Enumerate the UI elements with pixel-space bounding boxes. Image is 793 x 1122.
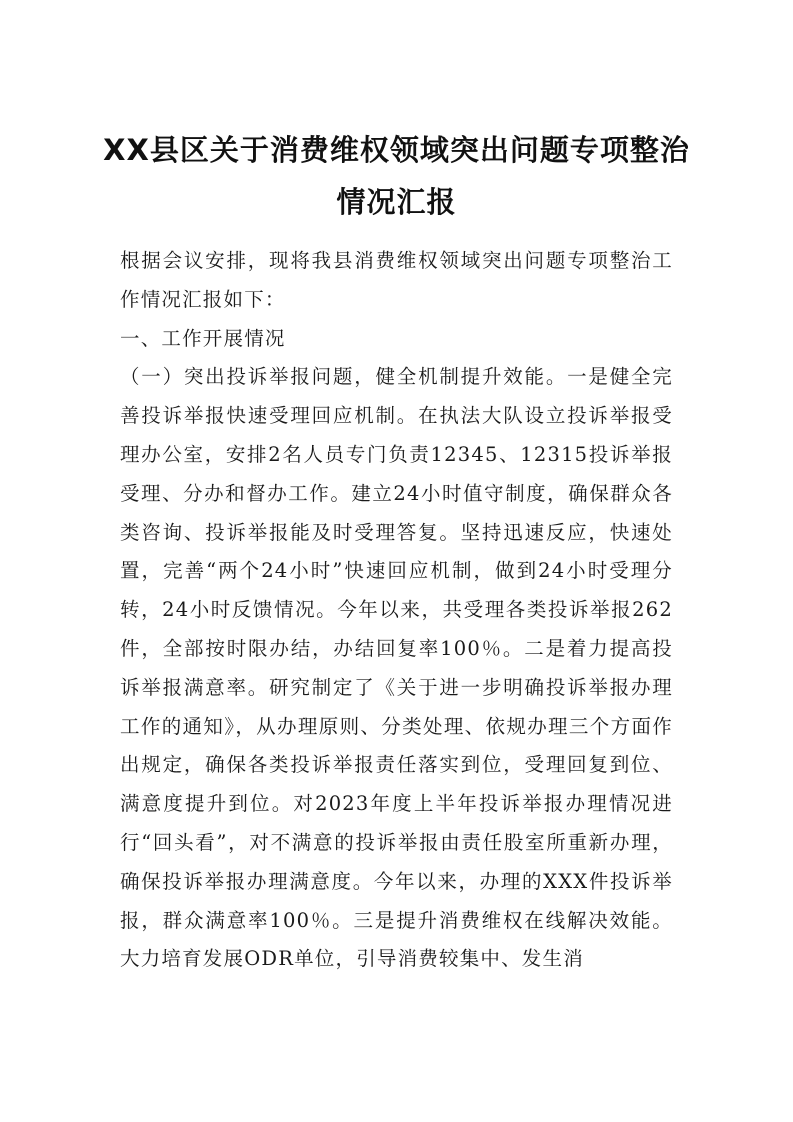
document-title: XX县区关于消费维权领域突出问题专项整治情况汇报 xyxy=(103,133,690,219)
document-body xyxy=(120,242,673,979)
intro-paragraph: 根据会议安排，现将我县消费维权领域突出问题专项整治工作情况汇报如下： xyxy=(120,249,673,311)
body-paragraph: （一）突出投诉举报问题，健全机制提升效能。一是健全完善投诉举报快速受理回应机制。在执法大队设立投诉举报受理办公室，安排2名人员专门负责12345、12315投诉举报受理、分办和督办工作。建立24小时值守制度，确保群众各类咨询、投诉举报能及时受理答复。坚持迅速反应，快速处置，完善“两个24小时”快速回应机制，做到24小时受理分转，24小时反馈情况。今年以来，共受理各类投诉举报262件，全部按时限办结，办结回复率100％。二是着力提高投诉举报满意率。研究制定了《关于进一步明确投诉举报办理工作的通知》，从办理原则、分类处理、依规办理三个方面作出规定，确保各类投诉举报责任落实到位，受理回复到位、满意度提升到位。对2023年度上半年投诉举报办理情况进行“回头看”，对不满意的投诉举报由责任股室所重新办理，确保投诉举报办理满意度。今年以来，办理的XXX件投诉举报，群众满意率100％。三是提升消费维权在线解决效能。大力培育发展ODR单位，引导消费较集中、发生消 xyxy=(120,365,673,971)
section-heading: 一、工作开展情况 xyxy=(120,326,286,350)
